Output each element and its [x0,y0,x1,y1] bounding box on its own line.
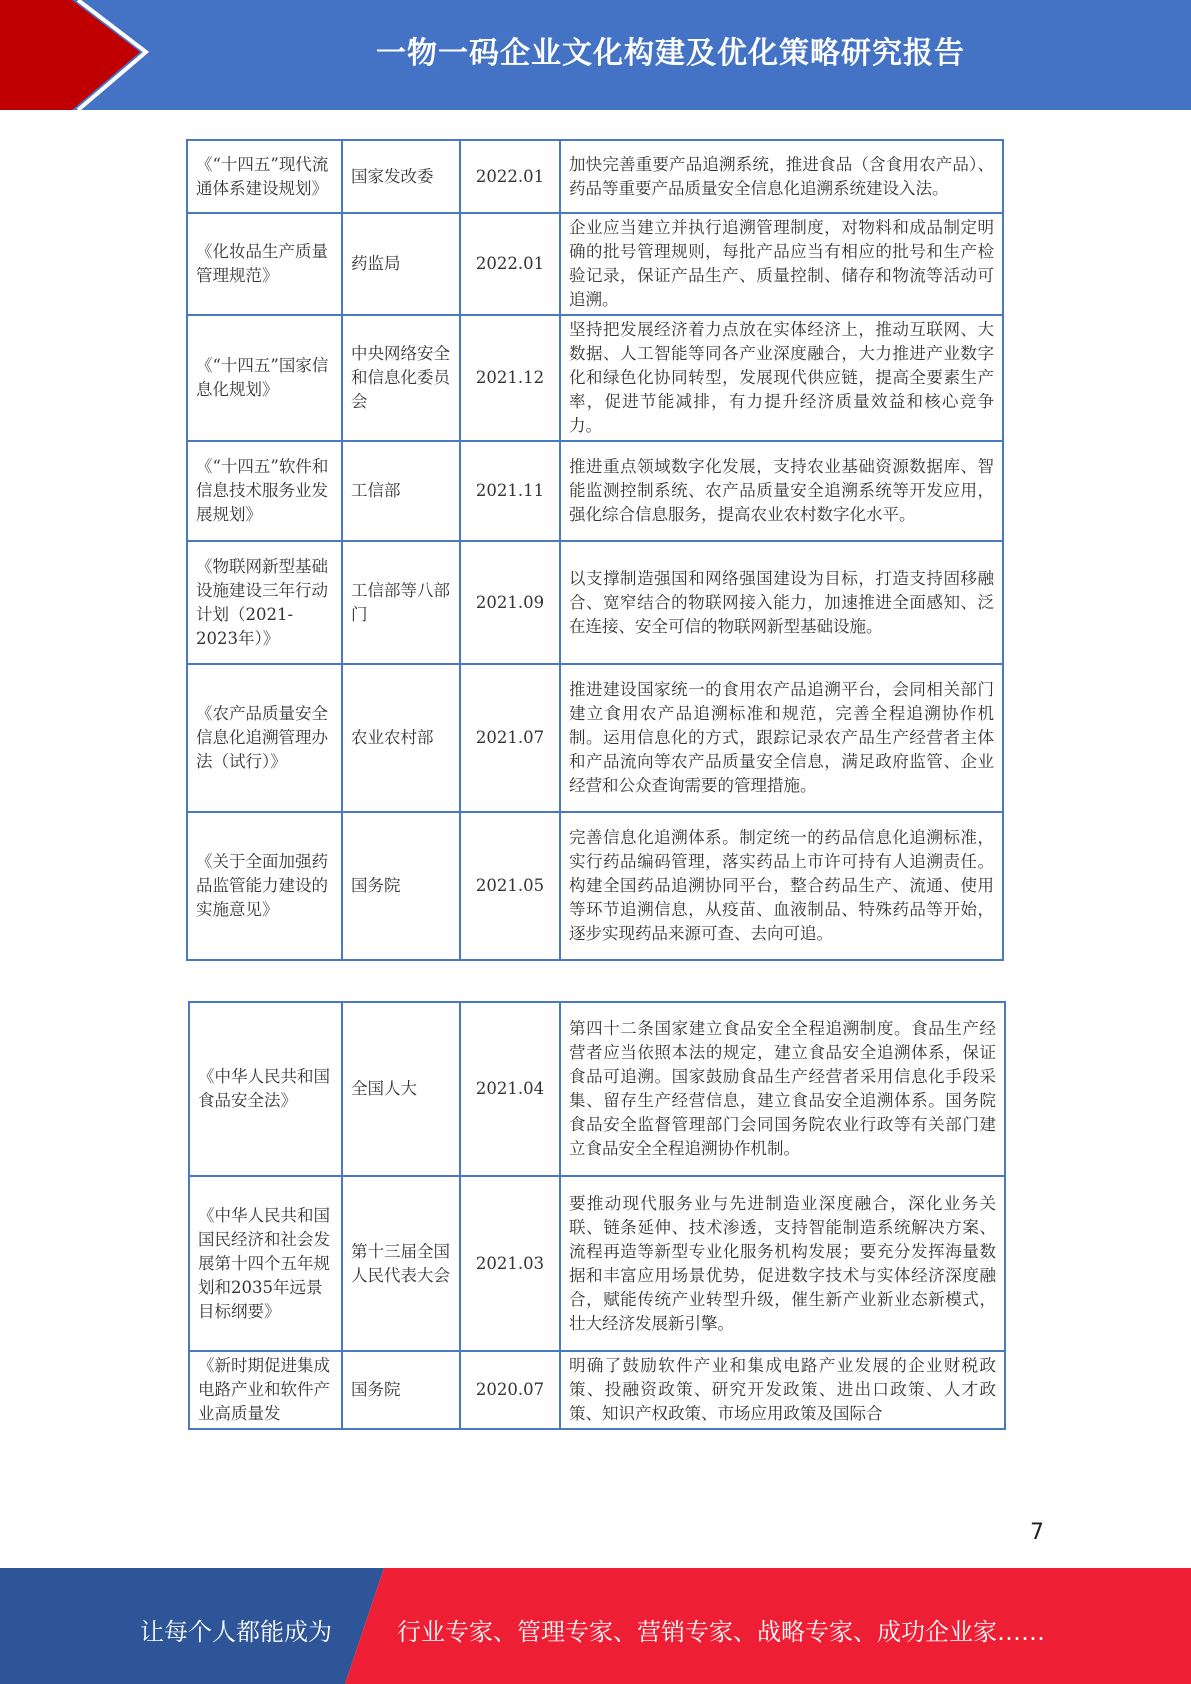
table-row [187,213,1003,315]
policy-dept: 国务院 [342,1351,460,1429]
policy-dept: 工信部 [342,441,460,541]
policy-table-2 [188,1001,1006,1430]
policy-name: 《物联网新型基础设施建设三年行动计划（2021-2023年）》 [187,541,342,664]
policy-date: 2022.01 [460,213,560,315]
policy-dept: 第十三届全国人民代表大会 [342,1176,460,1351]
policy-dept: 药监局 [342,213,460,315]
policy-desc: 明确了鼓励软件产业和集成电路产业发展的企业财税政策、投融资政策、研究开发政策、进出口政策、人才政策、知识产权政策、市场应用政策及国际合 [560,1351,1005,1429]
header-band [0,0,1191,110]
policy-name: 《“十四五”国家信息化规划》 [187,315,342,441]
policy-date: 2021.03 [460,1176,560,1351]
policy-dept: 农业农村部 [342,664,460,812]
table-row [187,541,1003,664]
policy-desc: 以支撑制造强国和网络强国建设为目标，打造支持固移融合、宽窄结合的物联网接入能力，加速推进全面感知、泛在连接、安全可信的物联网新型基础设施。 [560,541,1003,664]
table-row [189,1176,1005,1351]
policy-name: 《“十四五”现代流通体系建设规划》 [187,140,342,213]
table-row [187,664,1003,812]
policy-date: 2021.07 [460,664,560,812]
policy-desc: 推进建设国家统一的食用农产品追溯平台，会同相关部门建立食用农产品追溯标准和规范，完善全程追溯协作机制。运用信息化的方式，跟踪记录农产品生产经营者主体和产品流向等农产品质量安全信息，满足政府监管、企业经营和公众查询需要的管理措施。 [560,664,1003,812]
policy-name: 《新时期促进集成电路产业和软件产业高质量发 [189,1351,342,1429]
table-row [187,812,1003,960]
chevron-decoration [0,0,150,110]
policy-desc: 完善信息化追溯体系。制定统一的药品信息化追溯标准，实行药品编码管理，落实药品上市许可持有人追溯责任。构建全国药品追溯协同平台，整合药品生产、流通、使用等环节追溯信息，从疫苗、血液制品、特殊药品等开始，逐步实现药品来源可查、去向可追。 [560,812,1003,960]
policy-name: 《中华人民共和国国民经济和社会发展第十四个五年规划和2035年远景目标纲要》 [189,1176,342,1351]
policy-date: 2021.11 [460,441,560,541]
policy-dept: 国务院 [342,812,460,960]
policy-date: 2022.01 [460,140,560,213]
policy-desc: 坚持把发展经济着力点放在实体经济上，推动互联网、大数据、人工智能等同各产业深度融合，大力推进产业数字化和绿色化协同转型，发展现代供应链，提高全要素生产率，促进节能减排，有力提升经济质量效益和核心竞争力。 [560,315,1003,441]
policy-date: 2021.12 [460,315,560,441]
policy-desc: 推进重点领域数字化发展，支持农业基础资源数据库、智能监测控制系统、农产品质量安全追溯系统等开发应用，强化综合信息服务，提高农业农村数字化水平。 [560,441,1003,541]
page-title: 一物一码企业文化构建及优化策略研究报告 [376,36,965,71]
policy-desc: 第四十二条国家建立食品安全全程追溯制度。食品生产经营者应当依照本法的规定，建立食品安全追溯体系，保证食品可追溯。国家鼓励食品生产经营者采用信息化手段采集、留存生产经营信息，建立食品安全追溯体系。国务院食品安全监督管理部门会同国务院农业行政等有关部门建立食品安全全程追溯协作机制。 [560,1002,1005,1176]
policy-dept: 中央网络安全和信息化委员会 [342,315,460,441]
table-row [187,140,1003,213]
table-row [187,441,1003,541]
policy-name: 《农产品质量安全信息化追溯管理办法（试行）》 [187,664,342,812]
page-number: 7 [1030,1520,1044,1545]
policy-desc: 企业应当建立并执行追溯管理制度，对物料和成品制定明确的批号管理规则，每批产品应当有相应的批号和生产检验记录，保证产品生产、质量控制、储存和物流等活动可追溯。 [560,213,1003,315]
policy-dept: 国家发改委 [342,140,460,213]
policy-name: 《“十四五”软件和信息技术服务业发展规划》 [187,441,342,541]
policy-desc: 要推动现代服务业与先进制造业深度融合，深化业务关联、链条延伸、技术渗透，支持智能制造系统解决方案、流程再造等新型专业化服务机构发展；要充分发挥海量数据和丰富应用场景优势，促进数字技术与实体经济深度融合，赋能传统产业转型升级，催生新产业新业态新模式，壮大经济发展新引擎。 [560,1176,1005,1351]
policy-date: 2021.05 [460,812,560,960]
policy-desc: 加快完善重要产品追溯系统，推进食品（含食用农产品）、药品等重要产品质量安全信息化追溯系统建设入法。 [560,140,1003,213]
table-row [189,1002,1005,1176]
policy-date: 2020.07 [460,1351,560,1429]
footer-slogan-left: 让每个人都能成为 [140,1618,332,1646]
table-row [189,1351,1005,1429]
policy-date: 2021.04 [460,1002,560,1176]
policy-dept: 全国人大 [342,1002,460,1176]
policy-date: 2021.09 [460,541,560,664]
table-row [187,315,1003,441]
footer-slogan-right: 行业专家、管理专家、营销专家、战略专家、成功企业家…… [397,1618,1045,1646]
policy-name: 《中华人民共和国食品安全法》 [189,1002,342,1176]
policy-name: 《关于全面加强药品监管能力建设的实施意见》 [187,812,342,960]
policy-name: 《化妆品生产质量管理规范》 [187,213,342,315]
policy-dept: 工信部等八部门 [342,541,460,664]
policy-table-1 [186,139,1004,961]
